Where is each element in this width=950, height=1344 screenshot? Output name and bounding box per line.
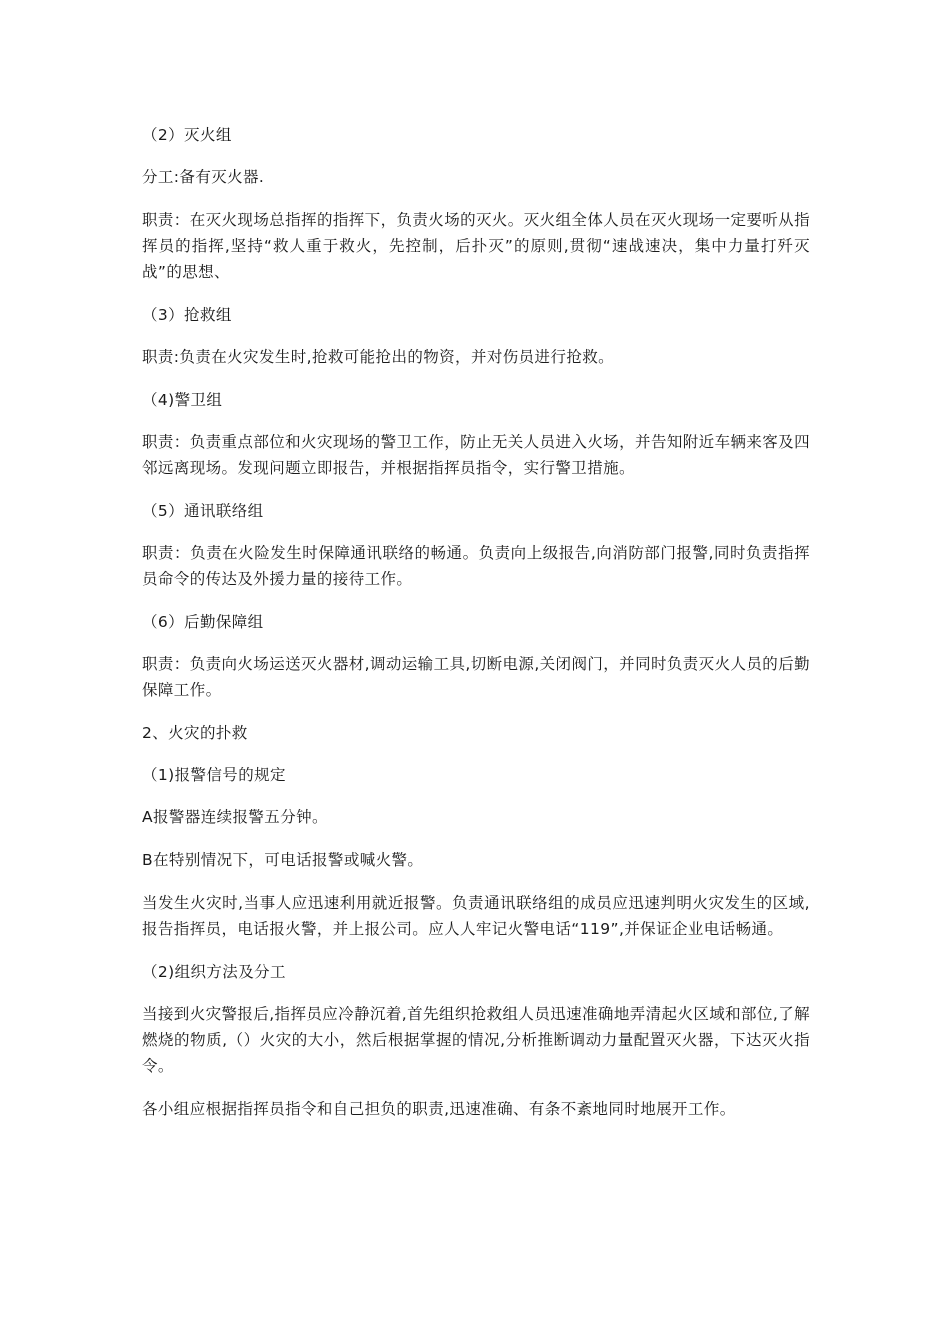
section-heading-alarm-signal: （1)报警信号的规定 [142,766,286,784]
document-body [142,122,810,1139]
paragraph-group-actions: 各小组应根据指挥员指令和自己担负的职责,迅速准确、有条不紊地同时地展开工作。 [142,1100,736,1118]
paragraph-guard-duties: 职责：负责重点部位和火灾现场的警卫工作，防止无关人员进入火场，并告知附近车辆来客及四邻远离现场。发现问题立即报告，并根据指挥员指令，实行警卫措施。 [142,433,810,477]
paragraph-alarm-b: B在特别情况下，可电话报警或喊火警。 [142,851,424,869]
paragraph-rescue-duties: 职责:负责在火灾发生时,抢救可能抢出的物资，并对伤员进行抢救。 [142,348,615,366]
section-heading-rescue-group: （3）抢救组 [142,306,232,324]
section-heading-fire-fighting: 2、火灾的扑救 [142,724,248,742]
section-heading-guard-group: （4)警卫组 [142,391,223,409]
paragraph-communication-duties: 职责：负责在火险发生时保障通讯联络的畅通。负责向上级报告,向消防部门报警,同时负责指挥员命令的传达及外援力量的接待工作。 [142,544,810,588]
paragraph-logistics-duties: 职责：负责向火场运送灭火器材,调动运输工具,切断电源,关闭阀门，并同时负责灭火人员的后勤保障工作。 [142,655,810,699]
section-heading-communication-group: （5）通讯联络组 [142,502,264,520]
paragraph-alarm-a: A报警器连续报警五分钟。 [142,808,328,826]
paragraph-extinguish-duties: 职责：在灭火现场总指挥的指挥下，负责火场的灭火。灭火组全体人员在灭火现场一定要听从指挥员的指挥,坚持“救人重于救火，先控制，后扑灭”的原则,贯彻“速战速决，集中力量打歼灭战”的思想、 [142,211,810,281]
section-heading-extinguish-group: （2）灭火组 [142,126,232,144]
paragraph-commander-actions: 当接到火灾警报后,指挥员应冷静沉着,首先组织抢救组人员迅速准确地弄清起火区域和部位,了解燃烧的物质,（）火灾的大小，然后根据掌握的情况,分析推断调动力量配置灭火器，下达灭火指令。 [142,1005,810,1075]
section-heading-logistics-group: （6）后勤保障组 [142,613,264,631]
section-heading-organization: （2)组织方法及分工 [142,963,286,981]
paragraph-fire-report: 当发生火灾时,当事人应迅速利用就近报警。负责通讯联络组的成员应迅速判明火灾发生的区域,报告指挥员，电话报火警，并上报公司。应人人牢记火警电话“119”,并保证企业电话畅通。 [142,894,810,938]
paragraph-division-of-labor: 分工:备有灭火器. [142,168,265,186]
